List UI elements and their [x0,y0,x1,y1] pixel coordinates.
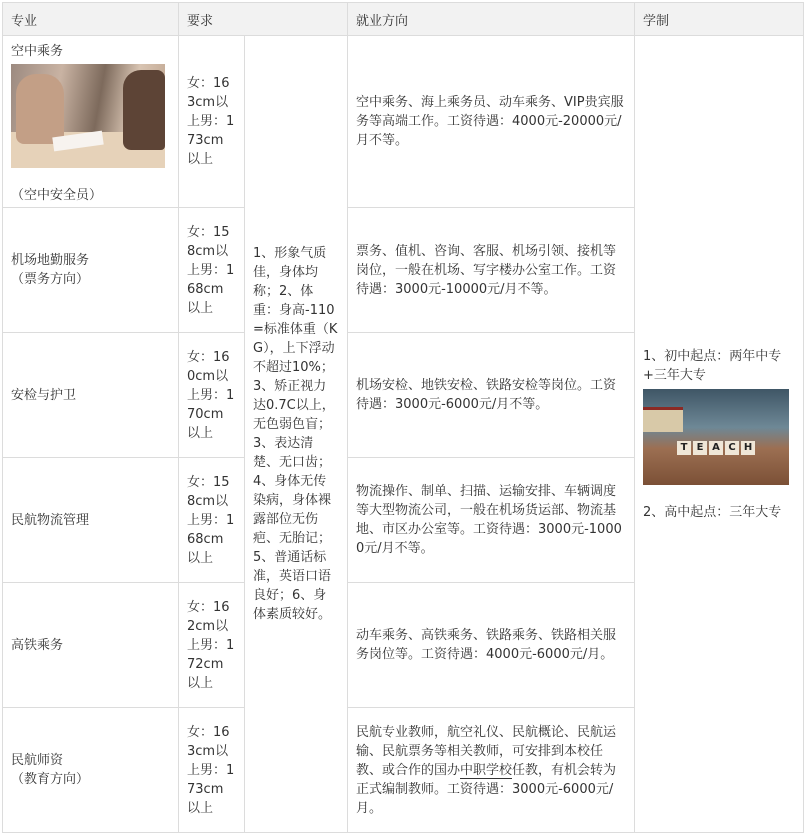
teach-letter: E [693,441,707,455]
career-text-b: 任教，有机会转为正式编制教师。工资待遇：3000元-6000元/月。 [356,762,617,816]
major-sub: （教育方向） [11,772,90,787]
majors-table [2,2,804,833]
schooling-line-2: 2、高中起点：三年大专 [643,504,782,520]
career-text-a: 民航专业教师，航空礼仪、民航概论、民航运输、民航票务等相关教师，可安排到本校任教、或合作的国办 [356,724,617,778]
major-sub: （票务方向） [11,272,90,287]
height-cell: 女：158cm以上男：168cm以上 [179,458,245,583]
career-cell: 空中乘务、海上乘务员、动车乘务、VIP贵宾服务等高端工作。工资待遇：4000元-20000元/月不等。 [348,36,635,208]
header-career: 就业方向 [348,3,635,36]
flight-attendant-photo [11,64,165,168]
height-cell: 女：158cm以上男：168cm以上 [179,208,245,333]
vocational-school-link[interactable]: 中职学校 [460,762,513,778]
major-name: 安检与护卫 [11,387,77,403]
teach-letter: A [709,441,723,455]
header-requirements: 要求 [179,3,348,36]
height-cell: 女：162cm以上男：172cm以上 [179,583,245,708]
schooling-cell [635,36,804,833]
teach-letter: H [741,441,755,455]
career-cell: 机场安检、地铁安检、铁路安检等岗位。工资待遇：3000元-6000元/月不等。 [348,333,635,458]
header-major: 专业 [3,3,179,36]
major-cell [3,583,179,708]
major-cell [3,708,179,833]
schooling-line-1: 1、初中起点：两年中专+三年大专 [643,348,782,383]
major-sub: （空中安全员） [11,188,103,203]
major-cell [3,458,179,583]
major-name: 空中乘务 [11,44,64,59]
height-cell: 女：163cm以上男：173cm以上 [179,36,245,208]
header-row [3,3,804,36]
major-name: 机场地勤服务 [11,253,90,268]
requirements-cell: 1、形象气质佳，身体均称；2、体重：身高-110=标准体重（KG），上下浮动不超过10%；3、矫正视力达0.7C以上，无色弱色盲；3、表达清楚、无口齿；4、身体无传染病，身体裸露部位无伤疤、无胎记；5、普通话标准，英语口语良好；6、身体素质较好。 [245,36,348,833]
career-cell: 物流操作、制单、扫描、运输安排、车辆调度等大型物流公司，一般在机场货运部、物流基地、市区办公室等。工资待遇：3000元-10000元/月不等。 [348,458,635,583]
teach-letter: C [725,441,739,455]
career-cell: 票务、值机、咨询、客服、机场引领、接机等岗位，一般在机场、写字楼办公室工作。工资待遇：3000元-10000元/月不等。 [348,208,635,333]
height-cell: 女：163cm以上男：173cm以上 [179,708,245,833]
teach-letter: T [677,441,691,455]
career-cell: 动车乘务、高铁乘务、铁路乘务、铁路相关服务岗位等。工资待遇：4000元-6000元/月。 [348,583,635,708]
major-name: 高铁乘务 [11,637,64,653]
career-cell [348,708,635,833]
major-name: 民航师资 [11,753,64,768]
teach-image [643,389,789,485]
table-row [3,36,804,208]
height-cell: 女：160cm以上男：170cm以上 [179,333,245,458]
major-cell [3,208,179,333]
major-cell [3,333,179,458]
major-name: 民航物流管理 [11,512,90,528]
major-cell [3,36,179,208]
header-schooling: 学制 [635,3,804,36]
